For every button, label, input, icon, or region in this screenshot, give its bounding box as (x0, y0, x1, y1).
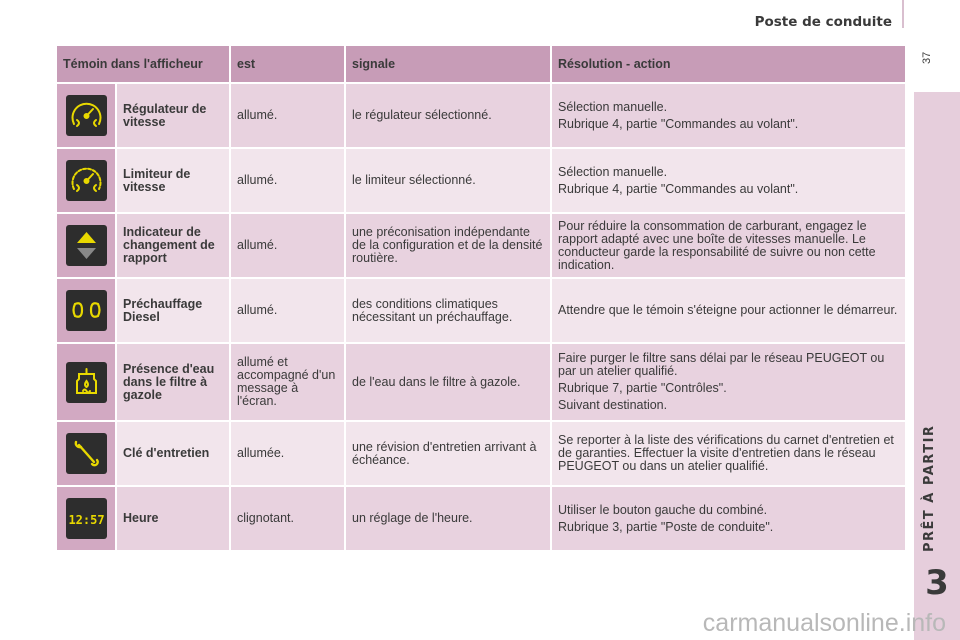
icon-cell (57, 487, 115, 550)
icon-cell (57, 214, 115, 277)
service-wrench-icon (66, 433, 107, 474)
action-line: Sélection manuelle. (558, 99, 668, 114)
table-row (57, 84, 905, 147)
column-header-indicator: Témoin dans l'afficheur (57, 46, 229, 82)
action-line: Rubrique 4, partie "Commandes au volant". (558, 116, 799, 131)
watermark: carmanualsonline.info (702, 609, 946, 637)
indicator-signal: le limiteur sélectionné. (346, 149, 550, 212)
icon-cell (57, 422, 115, 485)
clock-display-icon (66, 498, 107, 539)
action-line: Sélection manuelle. (558, 164, 668, 179)
indicator-signal: des conditions climatiques nécessitant un préchauffage. (346, 279, 550, 342)
indicator-name: Préchauffage Diesel (117, 279, 229, 342)
table-row (57, 344, 905, 420)
column-header-action: Résolution - action (552, 46, 905, 82)
icon-cell (57, 84, 115, 147)
action-line: Faire purger le filtre sans délai par le réseau PEUGEOT ou par un atelier qualifié. (558, 351, 885, 378)
column-header-signal: signale (346, 46, 550, 82)
indicator-state: allumée. (231, 422, 344, 485)
indicator-action (552, 84, 905, 147)
indicator-name: Indicateur de changement de rapport (117, 214, 229, 277)
indicator-action (552, 214, 905, 277)
indicator-name: Présence d'eau dans le filtre à gazole (117, 344, 229, 420)
indicator-name: Régulateur de vitesse (117, 84, 229, 147)
chapter-side-band (914, 92, 960, 640)
page-number: 37 (921, 51, 933, 64)
indicator-name: Clé d'entretien (117, 422, 229, 485)
indicator-signal: le régulateur sélectionné. (346, 84, 550, 147)
speed-limiter-icon (66, 160, 107, 201)
table-row (57, 214, 905, 277)
speed-regulator-icon (66, 95, 107, 136)
action-line: Rubrique 4, partie "Commandes au volant". (558, 181, 799, 196)
page-header-title: Poste de conduite (754, 14, 892, 30)
column-header-state: est (231, 46, 344, 82)
indicator-action (552, 487, 905, 550)
indicator-signal: un réglage de l'heure. (346, 487, 550, 550)
icon-cell (57, 344, 115, 420)
action-line: Rubrique 7, partie "Contrôles". (558, 381, 727, 395)
indicator-state: allumé. (231, 84, 344, 147)
indicator-state: allumé et accompagné d'un message à l'écran. (231, 344, 344, 420)
table-row (57, 487, 905, 550)
indicator-name: Limiteur de vitesse (117, 149, 229, 212)
indicator-state: allumé. (231, 149, 344, 212)
indicator-state: allumé. (231, 279, 344, 342)
indicator-name: Heure (117, 487, 229, 550)
indicator-state: clignotant. (231, 487, 344, 550)
action-line: Suivant destination. (558, 398, 668, 412)
table-row (57, 149, 905, 212)
chapter-side-label: PRÊT À PARTIR (922, 424, 937, 552)
table-row (57, 279, 905, 342)
glow-plug-icon (66, 290, 107, 331)
action-line: Pour réduire la consommation de carburant, engagez le rapport adapté avec une boîte de vitesses manuelle. Le conducteur garde la responsabilité de suivre ou non cette indication. (558, 218, 876, 272)
table-row (57, 422, 905, 485)
indicator-signal: une révision d'entretien arrivant à échéance. (346, 422, 550, 485)
indicator-action (552, 422, 905, 485)
icon-cell (57, 279, 115, 342)
clock-digits: 12:57 (67, 513, 105, 527)
warning-lights-table (55, 44, 907, 552)
table-header-row (57, 46, 905, 82)
icon-cell (57, 149, 115, 212)
indicator-action (552, 149, 905, 212)
chapter-number: 3 (925, 563, 949, 603)
header-divider (902, 0, 904, 28)
indicator-action (552, 279, 905, 342)
action-line: Se reporter à la liste des vérifications du carnet d'entretien et de garanties. Effectuer la visite d'entretien dans le réseau PEUGEOT ou dans un atelier qualifié. (558, 433, 894, 473)
indicator-state: allumé. (231, 214, 344, 277)
gear-shift-indicator-icon (66, 225, 107, 266)
action-line: Attendre que le témoin s'éteigne pour actionner le démarreur. (558, 303, 898, 317)
indicator-action (552, 344, 905, 420)
water-in-diesel-filter-icon (66, 362, 107, 403)
action-line: Rubrique 3, partie "Poste de conduite". (558, 519, 774, 534)
action-line: Utiliser le bouton gauche du combiné. (558, 502, 768, 517)
indicator-signal: une préconisation indépendante de la configuration et de la densité routière. (346, 214, 550, 277)
indicator-signal: de l'eau dans le filtre à gazole. (346, 344, 550, 420)
